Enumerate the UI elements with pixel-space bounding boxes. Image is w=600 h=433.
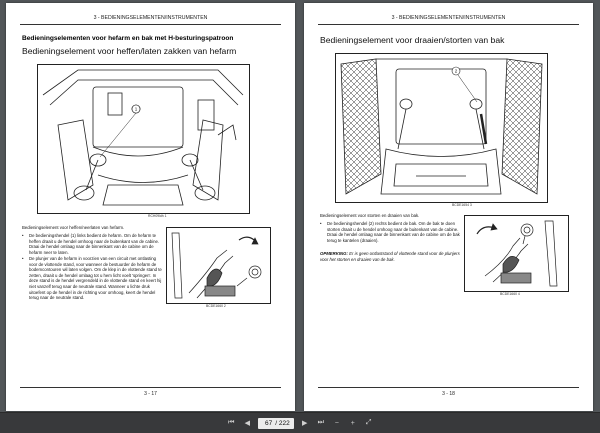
- zoom-in-icon[interactable]: +: [350, 419, 355, 427]
- note: [320, 251, 460, 262]
- bucket-control-figure: [335, 53, 548, 203]
- sub-heading: Bedieningselement voor heffen/laten zakken van hefarm: [22, 46, 237, 56]
- cab-interior-illustration: [38, 65, 249, 213]
- last-page-icon[interactable]: ⏭: [317, 419, 324, 426]
- page-number: 3 - 17: [144, 391, 157, 397]
- footer-rule: [318, 387, 579, 388]
- footer-rule: [20, 387, 281, 388]
- intro-text: Bedieningselement voor heffen/neerlaten van hefarm.: [22, 225, 125, 230]
- fit-page-icon[interactable]: ⤢: [365, 419, 372, 426]
- document-page-right: [304, 3, 593, 411]
- bullet-list: [22, 233, 162, 301]
- callout-label: 1: [134, 106, 138, 112]
- intro-paragraph: [22, 225, 162, 232]
- bullet-item: • De bedieningshendel (1) links bedient de hefarm. Om de hefarm te heffen draait u de hendel omhoog naar de buitenkant van de cabine. Draai de hendel omlaag naar de binnenkant van de cabine om de hefarm neer te laten.: [22, 233, 162, 255]
- callout-label: 2: [454, 68, 458, 74]
- running-header: 3 - BEDIENINGSELEMENTEN/INSTRUMENTEN: [391, 15, 506, 21]
- note-text: Er is geen ontlaststand of vlottende stand voor de plunjers voor het storten en draaien van de bak.: [320, 251, 460, 262]
- next-page-icon[interactable]: ▶: [302, 420, 308, 427]
- note-label: OPMERKING:: [320, 251, 348, 256]
- lever-illustration: [167, 228, 270, 303]
- zoom-out-icon[interactable]: −: [334, 419, 339, 427]
- lever-figure: [464, 215, 569, 292]
- header-rule: [318, 24, 579, 25]
- first-page-icon[interactable]: ⏮: [228, 419, 235, 426]
- page-number: 3 - 18: [442, 391, 455, 397]
- cab-interior-figure: [37, 64, 250, 214]
- bucket-control-illustration: [336, 54, 547, 202]
- figure-id: BCDE1660 4: [500, 292, 520, 296]
- section-heading: Bedieningselementen voor hefarm en bak met H-besturingspatroon: [22, 35, 234, 42]
- lever-illustration: [465, 216, 568, 291]
- document-page-left: [6, 3, 295, 411]
- sub-heading: Bedieningselement voor draaien/storten van bak: [320, 35, 505, 45]
- bullet-item: • De plunjer van de hefarm in voorzien van een circuit met ontlasting voor de vlottende stand, voor wanneer de bestuurder de hefarm de bodemcontouren wil laten volgen. Om de klep in de vlottende stand te zetten, draait u de hendel omlaag tot u hem licht voelt 'springen'. In deze stand is de hendel vergrendeld in de vlottende stand en keert hij niet vanzelf terug naar de neutrale stand. Wanneer u lichte druk uitoefent op de hendel in de richting voor omhoog, keert de hendel terug naar de neutrale stand.: [22, 256, 162, 301]
- running-header: 3 - BEDIENINGSELEMENTEN/INSTRUMENTEN: [93, 15, 208, 21]
- bullet-list: [320, 221, 460, 244]
- viewer-toolbar: [0, 412, 600, 433]
- page-number-input[interactable]: [262, 419, 272, 427]
- header-rule: [20, 24, 281, 25]
- bullet-item: • De bedieningshendel (2) rechts bedient de bak. Om de bak te doen storten draait u de hendel omhoog naar de buitenkant van de cabine. Draai de hendel omlaag naar de binnenkant van de cabine om de bak terug te kantelen (draaien).: [320, 221, 460, 243]
- page-indicator: [258, 418, 293, 429]
- total-pages: / 222: [275, 419, 290, 427]
- figure-id: RCH09ldh 1: [148, 214, 167, 218]
- intro-paragraph: [320, 213, 460, 220]
- figure-id: BCDE1660 2: [206, 304, 226, 308]
- previous-page-icon[interactable]: ◀: [244, 420, 250, 427]
- intro-text: Bedieningselement voor storten en draaien van bak.: [320, 213, 420, 218]
- figure-id: BCDE1654 3: [452, 203, 472, 207]
- lever-figure: [166, 227, 271, 304]
